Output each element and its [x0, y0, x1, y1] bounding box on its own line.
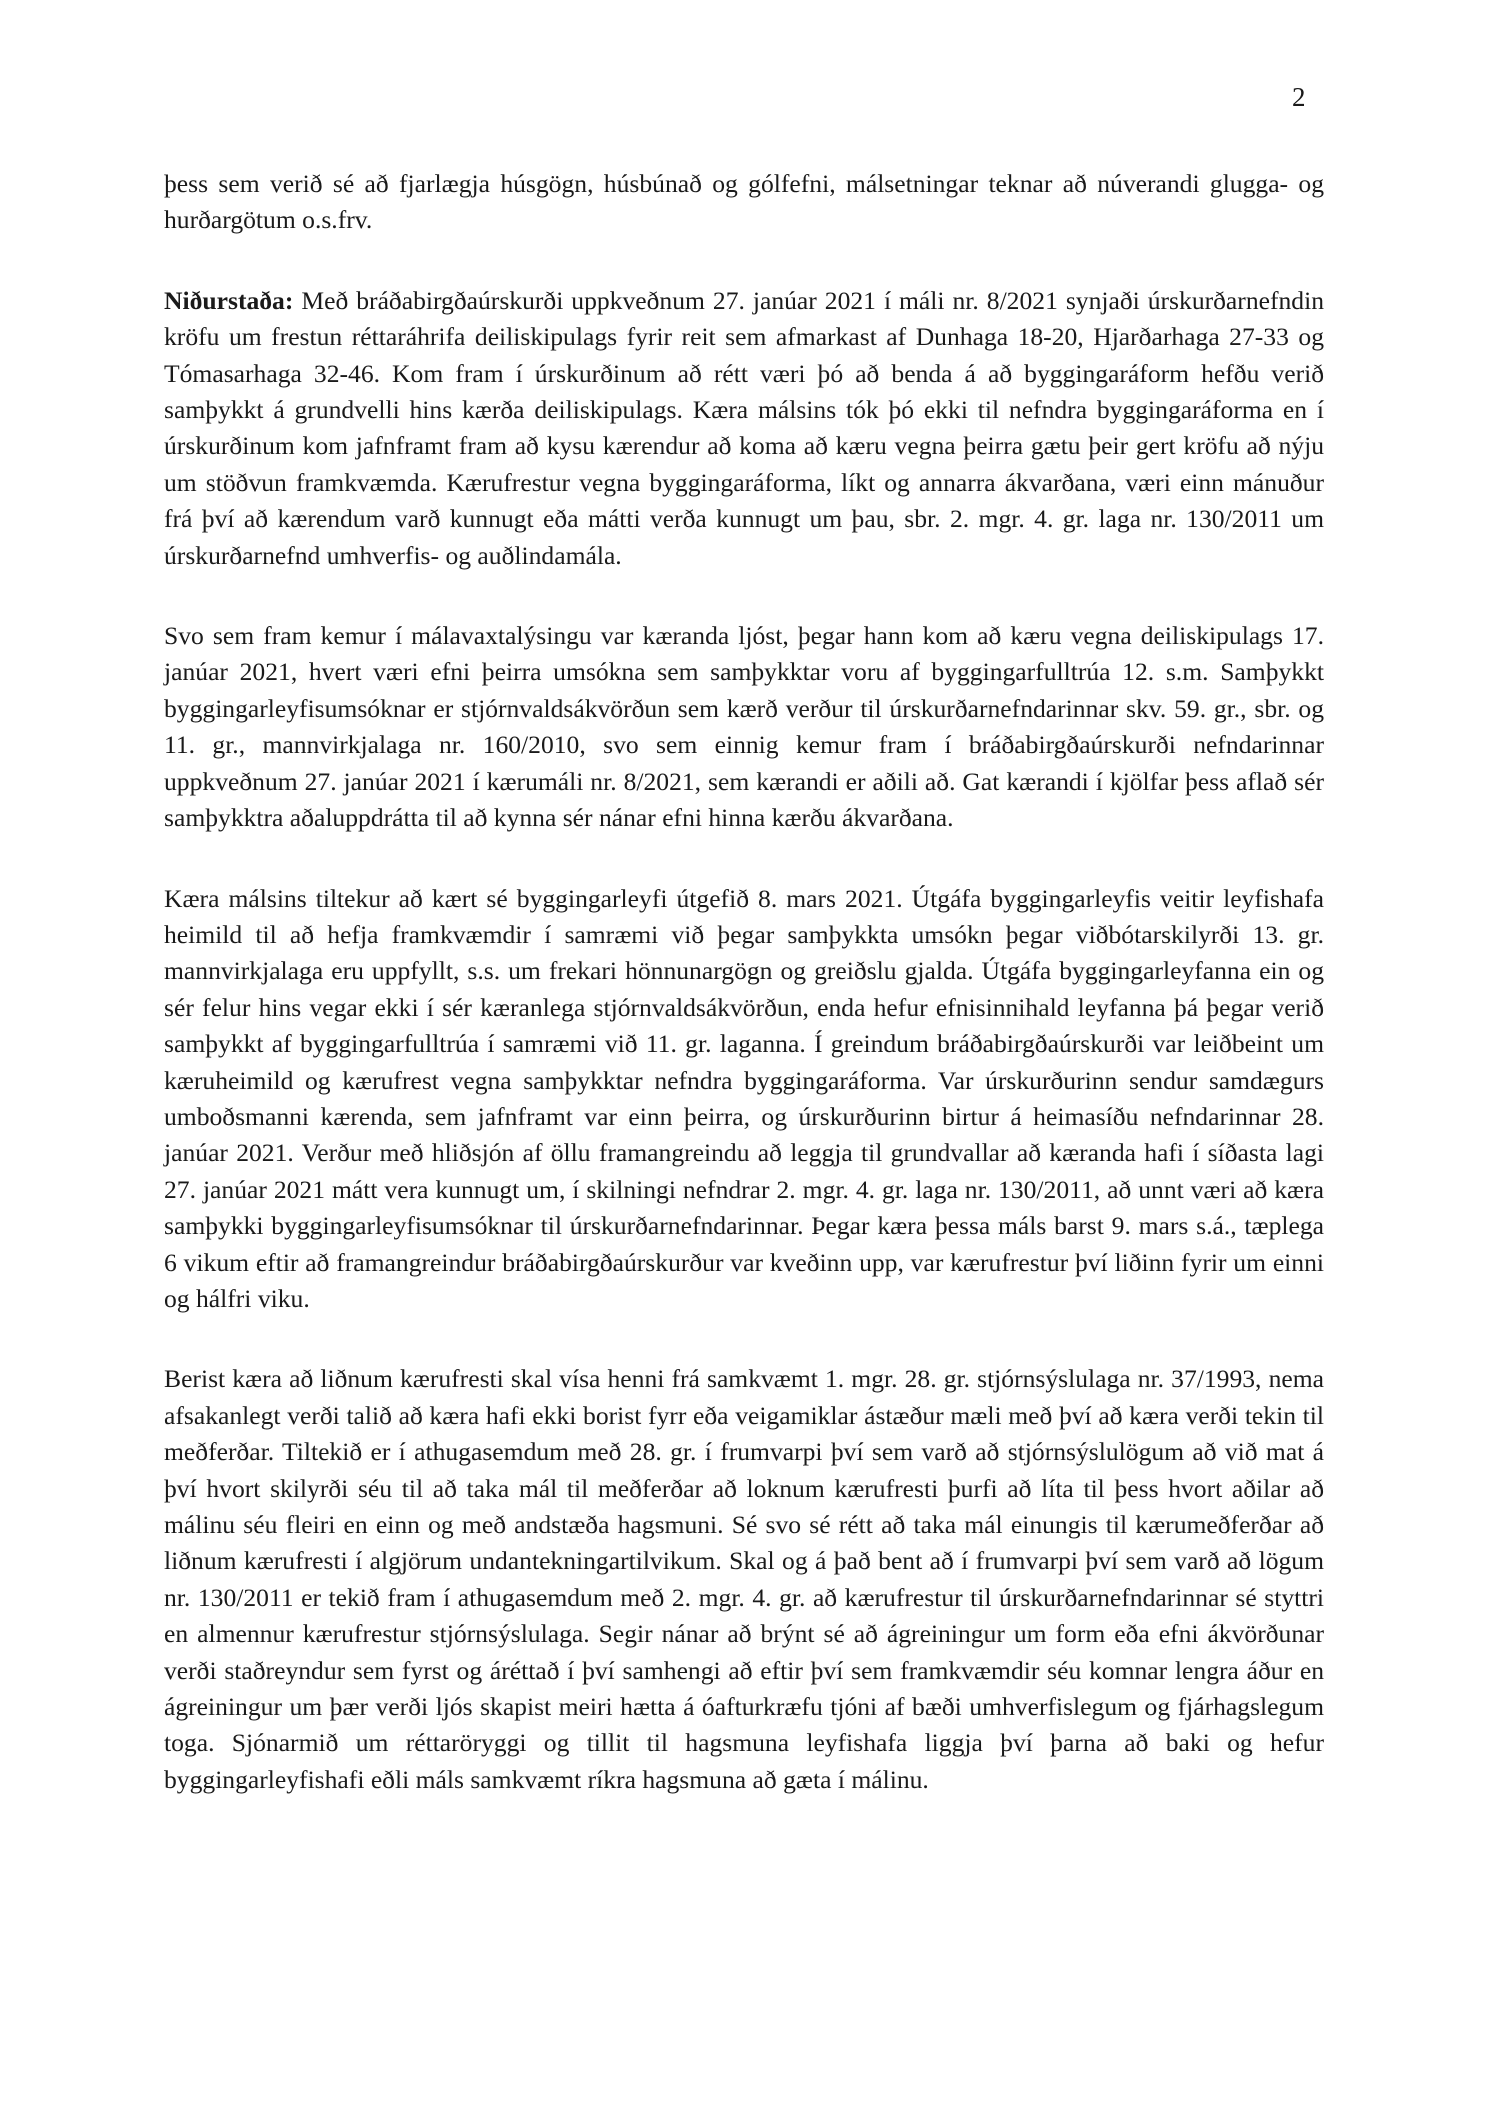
paragraph-nidurstada [164, 283, 1324, 574]
paragraph-5-text: Berist kæra að liðnum kærufresti skal vísa henni frá samkvæmt 1. mgr. 28. gr. stjórnsýslulaga nr. 37/1993, nema afsakanlegt verði talið að kæra hafi ekki borist fyrr eða veigamiklar ástæður mæli með því að kæra verði tekin til meðferðar. Tiltekið er í athugasemdum með 28. gr. í frumvarpi því sem varð að stjórnsýslulögum að við mat á því hvort skilyrði séu til að taka mál til meðferðar að loknum kærufresti þurfi að líta til þess hvort aðilar að málinu séu fleiri en einn og með andstæða hagsmuni. Sé svo sé rétt að taka mál einungis til kærumeðferðar að liðnum kærufresti í algjörum undantekningartilvikum. Skal og á það bent að í frumvarpi því sem varð að lögum nr. 130/2011 er tekið fram í athugasemdum með 2. mgr. 4. gr. að kærufrestur til úrskurðarnefndarinnar sé styttri en almennur kærufrestur stjórnsýslulaga. Segir nánar að brýnt sé að ágreiningur um form eða efni ákvörðunar verði staðreyndur sem fyrst og áréttað í því samhengi að eftir því sem framkvæmdir séu komnar lengra áður en ágreiningur um þær verði ljós skapist meiri hætta á óafturkræfu tjóni af bæði umhverfislegum og fjárhagslegum toga. Sjónarmið um réttaröryggi og tillit til hagsmuna leyfishafa liggja því þarna að baki og hefur byggingarleyfishafi eðli máls samkvæmt ríkra hagsmuna að gæta í málinu. [164, 1364, 1324, 1794]
paragraph-5 [164, 1361, 1324, 1798]
paragraph-2-text: Með bráðabirgðaúrskurði uppkveðnum 27. janúar 2021 í máli nr. 8/2021 synjaði úrskurðarnefndin kröfu um frestun réttaráhrifa deiliskipulags fyrir reit sem afmarkast af Dunhaga 18-20, Hjarðarhaga 27-33 og Tómasarhaga 32-46. Kom fram í úrskurðinum að rétt væri þó að benda á að byggingaráform hefðu verið samþykkt á grundvelli hins kærða deiliskipulags. Kæra málsins tók þó ekki til nefndra byggingaráforma en í úrskurðinum kom jafnframt fram að kysu kærendur að koma að kæru vegna þeirra gætu þeir gert kröfu að nýju um stöðvun framkvæmda. Kærufrestur vegna byggingaráforma, líkt og annarra ákvarðana, væri einn mánuður frá því að kærendum varð kunnugt eða mátti verða kunnugt um þau, sbr. 2. mgr. 4. gr. laga nr. 130/2011 um úrskurðarnefnd umhverfis- og auðlindamála. [164, 285, 1324, 570]
page-number: 2 [1292, 82, 1306, 112]
nidurstada-label: Niðurstaða: [164, 285, 294, 315]
document-body [164, 166, 1324, 1798]
paragraph-3 [164, 618, 1324, 836]
paragraph-4 [164, 881, 1324, 1318]
paragraph-3-text: Svo sem fram kemur í málavaxtalýsingu var kæranda ljóst, þegar hann kom að kæru vegna deiliskipulags 17. janúar 2021, hvert væri efni þeirra umsókna sem samþykktar voru af byggingarfulltrúa 12. s.m. Samþykkt byggingarleyfisumsóknar er stjórnvaldsákvörðun sem kærð verður til úrskurðarnefndarinnar skv. 59. gr., sbr. og 11. gr., mannvirkjalaga nr. 160/2010, svo sem einnig kemur fram í bráðabirgðaúrskurði nefndarinnar uppkveðnum 27. janúar 2021 í kærumáli nr. 8/2021, sem kærandi er aðili að. Gat kærandi í kjölfar þess aflað sér samþykktra aðaluppdrátta til að kynna sér nánar efni hinna kærðu ákvarðana. [164, 621, 1324, 833]
paragraph-1 [164, 166, 1324, 239]
paragraph-4-text: Kæra málsins tiltekur að kært sé byggingarleyfi útgefið 8. mars 2021. Útgáfa byggingarleyfis veitir leyfishafa heimild til að hefja framkvæmdir í samræmi við þegar samþykkta umsókn þegar viðbótarskilyrði 13. gr. mannvirkjalaga eru uppfyllt, s.s. um frekari hönnunargögn og greiðslu gjalda. Útgáfa byggingarleyfanna ein og sér felur hins vegar ekki í sér kæranlega stjórnvaldsákvörðun, enda hefur efnisinnihald leyfanna þá þegar verið samþykkt af byggingarfulltrúa í samræmi við 11. gr. laganna. Í greindum bráðabirgðaúrskurði var leiðbeint um kæruheimild og kærufrest vegna samþykktar nefndra byggingaráforma. Var úrskurðurinn sendur samdægurs umboðsmanni kærenda, sem jafnframt var einn þeirra, og úrskurðurinn birtur á heimasíðu nefndarinnar 28. janúar 2021. Verður með hliðsjón af öllu framangreindu að leggja til grundvallar að kæranda hafi í síðasta lagi 27. janúar 2021 mátt vera kunnugt um, í skilningi nefndrar 2. mgr. 4. gr. laga nr. 130/2011, að unnt væri að kæra samþykki byggingarleyfisumsóknar til úrskurðarnefndarinnar. Þegar kæra þessa máls barst 9. mars s.á., tæplega 6 vikum eftir að framangreindur bráðabirgðaúrskurður var kveðinn upp, var kærufrestur því liðinn fyrir um einni og hálfri viku. [164, 883, 1324, 1313]
paragraph-1-text: þess sem verið sé að fjarlægja húsgögn, húsbúnað og gólfefni, málsetningar teknar að núverandi glugga- og hurðargötum o.s.frv. [164, 169, 1324, 235]
